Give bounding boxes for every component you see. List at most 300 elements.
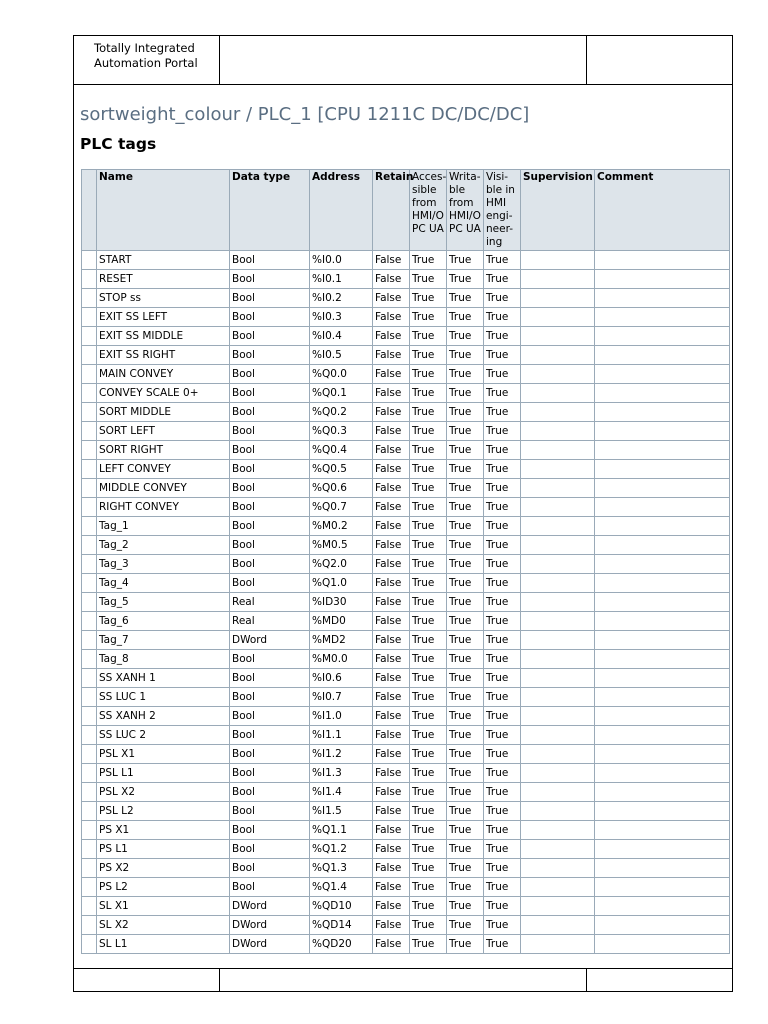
tag-address: %QD20 <box>310 935 373 954</box>
tag-accessible: True <box>410 612 447 631</box>
row-marker <box>82 365 97 384</box>
table-row <box>82 555 730 574</box>
tag-comment <box>595 517 730 536</box>
tag-writable: True <box>447 612 484 631</box>
tag-supervision <box>521 688 595 707</box>
tag-address: %MD0 <box>310 612 373 631</box>
tag-retain: False <box>373 802 410 821</box>
tag-comment <box>595 536 730 555</box>
tag-accessible: True <box>410 821 447 840</box>
tag-writable: True <box>447 498 484 517</box>
tag-accessible: True <box>410 574 447 593</box>
tag-comment <box>595 479 730 498</box>
tag-name: Tag_1 <box>97 517 230 536</box>
table-row <box>82 441 730 460</box>
table-row <box>82 840 730 859</box>
table-row <box>82 365 730 384</box>
tag-datatype: Bool <box>230 669 310 688</box>
tag-writable: True <box>447 289 484 308</box>
tag-address: %I1.5 <box>310 802 373 821</box>
tag-writable: True <box>447 783 484 802</box>
row-marker <box>82 916 97 935</box>
tag-name: MIDDLE CONVEY <box>97 479 230 498</box>
header-line-2: Automation Portal <box>94 56 198 70</box>
tag-visible: True <box>484 612 521 631</box>
table-row <box>82 669 730 688</box>
tag-address: %Q0.7 <box>310 498 373 517</box>
tag-visible: True <box>484 859 521 878</box>
header-text: neer- <box>486 223 514 235</box>
tag-datatype: Bool <box>230 802 310 821</box>
tag-accessible: True <box>410 441 447 460</box>
table-row <box>82 460 730 479</box>
tag-visible: True <box>484 764 521 783</box>
tag-name: PSL X2 <box>97 783 230 802</box>
row-marker <box>82 574 97 593</box>
tag-writable: True <box>447 308 484 327</box>
tag-visible: True <box>484 270 521 289</box>
tag-supervision <box>521 517 595 536</box>
tag-address: %I0.6 <box>310 669 373 688</box>
row-marker <box>82 612 97 631</box>
tag-accessible: True <box>410 346 447 365</box>
table-row <box>82 764 730 783</box>
tag-name: PS L2 <box>97 878 230 897</box>
tag-writable: True <box>447 270 484 289</box>
tag-accessible: True <box>410 555 447 574</box>
tag-visible: True <box>484 289 521 308</box>
tag-writable: True <box>447 384 484 403</box>
tag-comment <box>595 308 730 327</box>
table-row <box>82 688 730 707</box>
tag-retain: False <box>373 403 410 422</box>
table-row <box>82 745 730 764</box>
table-row <box>82 498 730 517</box>
tag-accessible: True <box>410 384 447 403</box>
table-row <box>82 897 730 916</box>
tag-datatype: Real <box>230 593 310 612</box>
page-footer <box>74 968 732 992</box>
table-row <box>82 631 730 650</box>
tag-supervision <box>521 422 595 441</box>
tag-retain: False <box>373 327 410 346</box>
header-cell-middle <box>220 36 587 84</box>
tag-retain: False <box>373 346 410 365</box>
tag-comment <box>595 916 730 935</box>
tag-supervision <box>521 346 595 365</box>
tag-supervision <box>521 726 595 745</box>
col-header-accessible <box>410 170 447 251</box>
tag-datatype: DWord <box>230 897 310 916</box>
tag-comment <box>595 403 730 422</box>
tag-accessible: True <box>410 916 447 935</box>
table-row <box>82 726 730 745</box>
tag-address: %I1.1 <box>310 726 373 745</box>
tag-retain: False <box>373 840 410 859</box>
tag-writable: True <box>447 346 484 365</box>
tag-datatype: DWord <box>230 631 310 650</box>
row-marker <box>82 935 97 954</box>
tag-retain: False <box>373 365 410 384</box>
tag-visible: True <box>484 498 521 517</box>
table-row <box>82 403 730 422</box>
tag-visible: True <box>484 384 521 403</box>
tag-address: %Q1.1 <box>310 821 373 840</box>
row-marker <box>82 308 97 327</box>
tag-name: SS LUC 2 <box>97 726 230 745</box>
tag-datatype: Bool <box>230 783 310 802</box>
tag-visible: True <box>484 688 521 707</box>
tag-comment <box>595 688 730 707</box>
table-row <box>82 289 730 308</box>
table-row <box>82 935 730 954</box>
row-marker <box>82 840 97 859</box>
tag-supervision <box>521 669 595 688</box>
tag-visible: True <box>484 745 521 764</box>
tag-datatype: Bool <box>230 536 310 555</box>
page-title: sortweight_colour / PLC_1 [CPU 1211C DC/DC/DC] <box>80 104 530 125</box>
tag-visible: True <box>484 783 521 802</box>
tag-name: PS X2 <box>97 859 230 878</box>
table-row <box>82 878 730 897</box>
tag-writable: True <box>447 422 484 441</box>
tag-retain: False <box>373 270 410 289</box>
tag-writable: True <box>447 726 484 745</box>
tag-address: %Q0.0 <box>310 365 373 384</box>
tag-name: RESET <box>97 270 230 289</box>
tag-name: PS L1 <box>97 840 230 859</box>
tag-address: %MD2 <box>310 631 373 650</box>
tag-visible: True <box>484 916 521 935</box>
tag-writable: True <box>447 479 484 498</box>
tag-name: Tag_7 <box>97 631 230 650</box>
tag-writable: True <box>447 631 484 650</box>
col-header-address: Address <box>310 170 373 251</box>
tag-address: %I0.2 <box>310 289 373 308</box>
tag-writable: True <box>447 669 484 688</box>
tag-name: PSL L1 <box>97 764 230 783</box>
tag-comment <box>595 270 730 289</box>
tag-writable: True <box>447 574 484 593</box>
row-marker <box>82 669 97 688</box>
tag-retain: False <box>373 669 410 688</box>
header-text: PC UA <box>449 223 481 235</box>
tag-name: MAIN CONVEY <box>97 365 230 384</box>
col-header-retain: Retain <box>373 170 410 251</box>
tag-visible: True <box>484 669 521 688</box>
tag-datatype: Bool <box>230 574 310 593</box>
tag-address: %QD14 <box>310 916 373 935</box>
tag-visible: True <box>484 251 521 270</box>
tag-accessible: True <box>410 251 447 270</box>
tag-retain: False <box>373 574 410 593</box>
row-marker <box>82 859 97 878</box>
tag-retain: False <box>373 289 410 308</box>
row-marker <box>82 650 97 669</box>
tag-retain: False <box>373 859 410 878</box>
tag-supervision <box>521 821 595 840</box>
tag-retain: False <box>373 498 410 517</box>
row-marker <box>82 403 97 422</box>
tag-datatype: Bool <box>230 650 310 669</box>
row-marker <box>82 707 97 726</box>
tag-datatype: Bool <box>230 403 310 422</box>
tag-datatype: Bool <box>230 270 310 289</box>
col-header-comment: Comment <box>595 170 730 251</box>
tag-comment <box>595 745 730 764</box>
tag-supervision <box>521 460 595 479</box>
tag-address: %Q1.0 <box>310 574 373 593</box>
tag-address: %Q0.2 <box>310 403 373 422</box>
tag-name: RIGHT CONVEY <box>97 498 230 517</box>
tag-comment <box>595 821 730 840</box>
tag-name: EXIT SS LEFT <box>97 308 230 327</box>
tag-name: PSL L2 <box>97 802 230 821</box>
tag-supervision <box>521 384 595 403</box>
tag-retain: False <box>373 707 410 726</box>
tag-accessible: True <box>410 422 447 441</box>
table-row <box>82 346 730 365</box>
tag-writable: True <box>447 365 484 384</box>
row-marker <box>82 821 97 840</box>
tag-visible: True <box>484 821 521 840</box>
table-row <box>82 384 730 403</box>
tag-accessible: True <box>410 669 447 688</box>
table-row <box>82 479 730 498</box>
plc-tags-table <box>81 169 730 954</box>
tag-name: Tag_8 <box>97 650 230 669</box>
tag-address: %M0.5 <box>310 536 373 555</box>
tag-retain: False <box>373 916 410 935</box>
tag-comment <box>595 726 730 745</box>
tag-writable: True <box>447 802 484 821</box>
tag-visible: True <box>484 840 521 859</box>
tag-comment <box>595 251 730 270</box>
tag-supervision <box>521 365 595 384</box>
table-row <box>82 802 730 821</box>
table-header-row <box>82 170 730 251</box>
tag-supervision <box>521 441 595 460</box>
tag-supervision <box>521 479 595 498</box>
table-row <box>82 574 730 593</box>
tag-retain: False <box>373 441 410 460</box>
tag-datatype: Bool <box>230 422 310 441</box>
tag-address: %I0.7 <box>310 688 373 707</box>
tag-name: SL X2 <box>97 916 230 935</box>
tag-supervision <box>521 859 595 878</box>
header-text: PC UA <box>412 223 444 235</box>
tag-retain: False <box>373 593 410 612</box>
row-marker <box>82 422 97 441</box>
tag-datatype: Bool <box>230 327 310 346</box>
tag-datatype: Bool <box>230 365 310 384</box>
row-marker <box>82 460 97 479</box>
row-marker <box>82 802 97 821</box>
tag-address: %Q0.5 <box>310 460 373 479</box>
col-header-datatype: Data type <box>230 170 310 251</box>
row-marker <box>82 384 97 403</box>
col-header-marker <box>82 170 97 251</box>
tag-address: %Q2.0 <box>310 555 373 574</box>
tag-datatype: Bool <box>230 384 310 403</box>
tag-retain: False <box>373 517 410 536</box>
tag-accessible: True <box>410 517 447 536</box>
tag-retain: False <box>373 612 410 631</box>
tag-address: %I0.0 <box>310 251 373 270</box>
tag-comment <box>595 878 730 897</box>
tag-supervision <box>521 840 595 859</box>
tag-comment <box>595 422 730 441</box>
tag-retain: False <box>373 764 410 783</box>
tag-accessible: True <box>410 802 447 821</box>
tag-supervision <box>521 935 595 954</box>
row-marker <box>82 270 97 289</box>
tag-datatype: Bool <box>230 479 310 498</box>
row-marker <box>82 479 97 498</box>
tag-datatype: Bool <box>230 688 310 707</box>
tag-retain: False <box>373 821 410 840</box>
tag-supervision <box>521 897 595 916</box>
row-marker <box>82 441 97 460</box>
tag-accessible: True <box>410 783 447 802</box>
tag-comment <box>595 574 730 593</box>
header-text: from <box>412 197 437 209</box>
tag-name: SORT RIGHT <box>97 441 230 460</box>
row-marker <box>82 631 97 650</box>
tag-visible: True <box>484 365 521 384</box>
tag-comment <box>595 346 730 365</box>
tag-address: %Q1.4 <box>310 878 373 897</box>
tag-name: Tag_2 <box>97 536 230 555</box>
tag-address: %I1.3 <box>310 764 373 783</box>
tag-supervision <box>521 308 595 327</box>
tag-name: SS XANH 2 <box>97 707 230 726</box>
tag-visible: True <box>484 707 521 726</box>
tag-supervision <box>521 555 595 574</box>
tag-name: LEFT CONVEY <box>97 460 230 479</box>
tag-writable: True <box>447 327 484 346</box>
tag-name: SL X1 <box>97 897 230 916</box>
tag-address: %M0.2 <box>310 517 373 536</box>
tag-writable: True <box>447 745 484 764</box>
tag-accessible: True <box>410 460 447 479</box>
tag-retain: False <box>373 422 410 441</box>
row-marker <box>82 745 97 764</box>
header-text: sible <box>412 184 437 196</box>
tag-address: %I0.5 <box>310 346 373 365</box>
tag-address: %Q1.2 <box>310 840 373 859</box>
tag-accessible: True <box>410 859 447 878</box>
row-marker <box>82 878 97 897</box>
tag-supervision <box>521 327 595 346</box>
tag-comment <box>595 935 730 954</box>
table-row <box>82 308 730 327</box>
table-row <box>82 517 730 536</box>
tag-retain: False <box>373 384 410 403</box>
header-text: ble <box>449 184 466 196</box>
tag-accessible: True <box>410 935 447 954</box>
tag-writable: True <box>447 460 484 479</box>
tag-name: SORT LEFT <box>97 422 230 441</box>
tag-datatype: Bool <box>230 840 310 859</box>
header-text: Visi- <box>486 171 509 183</box>
tag-visible: True <box>484 422 521 441</box>
tag-accessible: True <box>410 403 447 422</box>
tag-comment <box>595 840 730 859</box>
tag-name: Tag_3 <box>97 555 230 574</box>
page-header <box>74 36 732 85</box>
tag-accessible: True <box>410 365 447 384</box>
table-row <box>82 707 730 726</box>
table-row <box>82 593 730 612</box>
tag-name: PSL X1 <box>97 745 230 764</box>
tag-comment <box>595 498 730 517</box>
row-marker <box>82 726 97 745</box>
table-row <box>82 783 730 802</box>
tag-accessible: True <box>410 270 447 289</box>
tag-datatype: Bool <box>230 308 310 327</box>
tag-visible: True <box>484 897 521 916</box>
row-marker <box>82 764 97 783</box>
tag-visible: True <box>484 631 521 650</box>
tag-supervision <box>521 745 595 764</box>
tag-supervision <box>521 707 595 726</box>
tag-accessible: True <box>410 308 447 327</box>
tag-address: %M0.0 <box>310 650 373 669</box>
table-row <box>82 859 730 878</box>
tag-datatype: DWord <box>230 935 310 954</box>
row-marker <box>82 327 97 346</box>
tag-visible: True <box>484 593 521 612</box>
tag-retain: False <box>373 726 410 745</box>
tag-datatype: Bool <box>230 726 310 745</box>
row-marker <box>82 346 97 365</box>
tag-name: Tag_5 <box>97 593 230 612</box>
tag-supervision <box>521 270 595 289</box>
tag-comment <box>595 289 730 308</box>
tag-writable: True <box>447 536 484 555</box>
tag-accessible: True <box>410 764 447 783</box>
tag-comment <box>595 327 730 346</box>
table-row <box>82 612 730 631</box>
header-text: Writa- <box>449 171 481 183</box>
tag-accessible: True <box>410 593 447 612</box>
tag-writable: True <box>447 555 484 574</box>
tag-datatype: Bool <box>230 707 310 726</box>
tag-writable: True <box>447 441 484 460</box>
tag-visible: True <box>484 346 521 365</box>
tag-supervision <box>521 631 595 650</box>
tag-supervision <box>521 498 595 517</box>
tag-accessible: True <box>410 878 447 897</box>
tag-visible: True <box>484 574 521 593</box>
tag-comment <box>595 783 730 802</box>
table-row <box>82 251 730 270</box>
tag-writable: True <box>447 878 484 897</box>
col-header-supervision: Supervision <box>521 170 595 251</box>
tag-writable: True <box>447 840 484 859</box>
tag-accessible: True <box>410 289 447 308</box>
tag-comment <box>595 460 730 479</box>
tag-supervision <box>521 289 595 308</box>
tag-datatype: Bool <box>230 251 310 270</box>
tag-visible: True <box>484 441 521 460</box>
tag-supervision <box>521 878 595 897</box>
tag-visible: True <box>484 802 521 821</box>
tag-comment <box>595 859 730 878</box>
table-row <box>82 422 730 441</box>
tag-supervision <box>521 251 595 270</box>
